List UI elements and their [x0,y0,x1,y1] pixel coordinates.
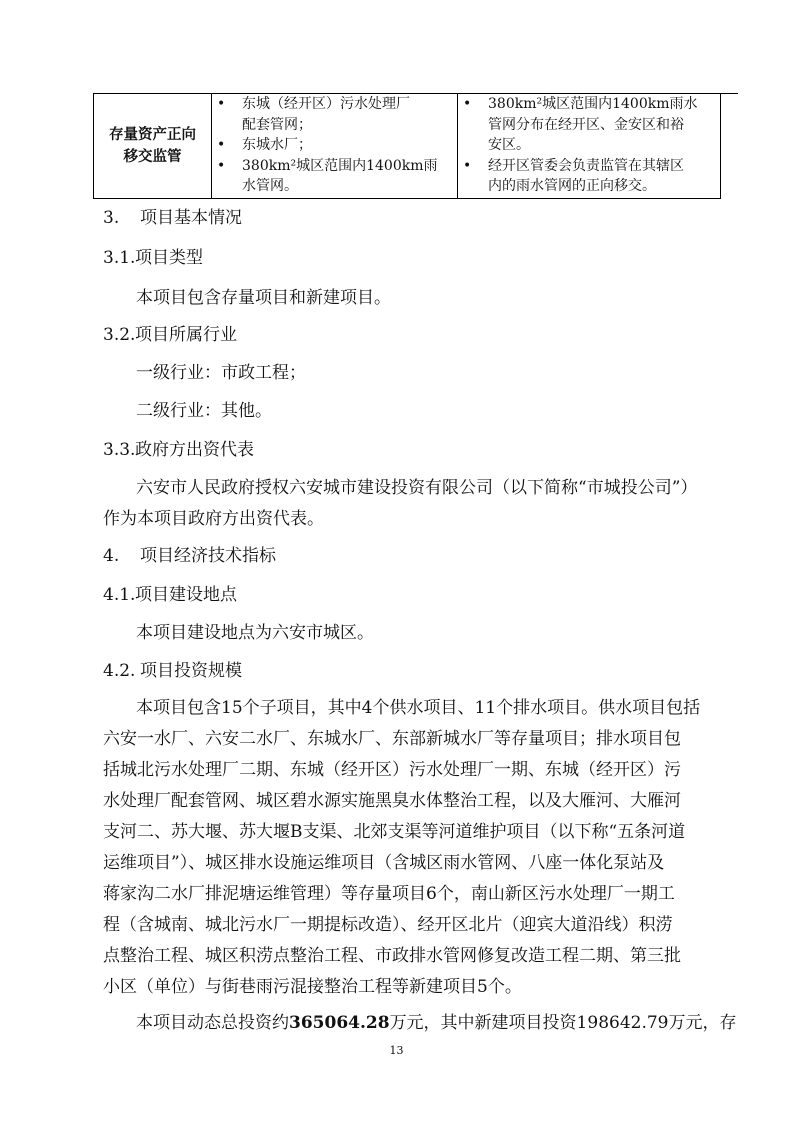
bullet-icon: • [217,157,226,174]
paragraph: 一级行业：市政工程； [136,363,306,383]
paragraph-line: 本项目包含15个子项目，其中4个供水项目、11个排水项目。供水项目包括 [136,698,701,718]
section-title: 项目经济技术指标 [140,546,276,566]
list-item [212,135,453,156]
total-investment-amount: 365064.28 [289,1013,390,1033]
supervision-cell [458,94,721,199]
list-item-line: 配套管网； [242,116,312,133]
paragraph-line: 支河二、苏大堰、苏大堰B支渠、北郊支渠等河道维护项目（以下称“五条河道 [103,822,686,842]
paragraph: 本项目包含存量项目和新建项目。 [136,288,391,308]
list-item [458,156,716,197]
list-item-line: 东城水厂； [242,137,312,153]
paragraph-line: 六安市人民政府授权六安城市建设投资有限公司（以下简称“市城投公司”） [136,478,698,498]
section-heading [103,545,276,567]
section-number: 3. [103,208,120,228]
section-number: 3.1. [103,248,136,268]
list-item-line: 安区。 [488,137,530,153]
section-title: 项目投资规模 [140,661,242,681]
bullet-icon: • [217,96,226,112]
section-number: 4. [103,546,120,566]
list-item-line: 380km²城区范围内1400km雨 [242,157,438,174]
paragraph-line: 水处理厂配套管网、城区碧水源实施黑臭水体整治工程，以及大雁河、大雁河 [103,791,681,811]
list-item [458,94,716,156]
paragraph-line: 蒋家沟二水厂排泥塘运维管理）等存量项目6个，南山新区污水处理厂一期工 [103,884,675,904]
list-item-line: 水管网。 [242,178,298,194]
list-item [212,156,453,197]
text-after-amount: 万元，其中新建项目投资198642.79万元，存 [389,1013,737,1033]
section-number: 3.2. [103,325,136,345]
section-heading [103,660,242,682]
section-heading [103,207,242,229]
bullet-list [458,94,720,197]
row-label-cell [94,94,212,199]
section-heading [103,584,237,606]
scope-cell [212,94,458,199]
paragraph-line: 程（含城南、城北污水厂一期提标改造）、经开区北片（迎宾大道沿线）积涝 [103,915,673,935]
paragraph-line: 括城北污水处理厂二期、东城（经开区）污水处理厂一期、东城（经开区）污 [103,760,681,780]
section-heading [103,439,254,461]
bullet-icon: • [463,96,472,112]
paragraph-line: 作为本项目政府方出资代表。 [103,509,324,529]
section-title: 项目类型 [135,248,203,268]
paragraph: 二级行业：其他。 [136,401,272,421]
investment-paragraph [136,1012,737,1034]
list-item [212,94,453,135]
section-title: 政府方出资代表 [135,440,254,460]
section-number: 4.2. [103,661,136,681]
bullet-icon: • [463,157,472,174]
section-heading [103,324,237,346]
paragraph-line: 六安一水厂、六安二水厂、东城水厂、东部新城水厂等存量项目；排水项目包 [103,729,681,749]
section-title: 项目所属行业 [135,325,237,345]
row-label-line: 移交监管 [123,149,182,165]
table-edge-cell [721,94,739,199]
section-heading [103,247,203,269]
asset-transfer-table [93,93,738,199]
text-before-amount: 本项目动态总投资约 [136,1013,289,1033]
paragraph: 本项目建设地点为六安市城区。 [136,623,374,643]
bullet-icon: • [217,137,226,153]
list-item-line: 管网分布在经开区、金安区和裕 [488,116,684,133]
section-number: 3.3. [103,440,136,460]
paragraph-line: 点整治工程、城区积涝点整治工程、市政排水管网修复改造工程二期、第三批 [103,946,681,966]
list-item-line: 380km²城区范围内1400km雨水 [488,96,698,112]
list-item-line: 东城（经开区）污水处理厂 [242,96,410,112]
section-title: 项目基本情况 [140,208,242,228]
list-item-line: 经开区管委会负责监管在其辖区 [488,157,684,174]
paragraph-line: 小区（单位）与街巷雨污混接整治工程等新建项目5个。 [103,977,522,997]
list-item-line: 内的雨水管网的正向移交。 [488,178,656,194]
paragraph-line: 运维项目”）、城区排水设施运维项目（含城区雨水管网、八座一体化泵站及 [103,853,665,873]
row-label-line: 存量资产正向 [109,127,196,143]
section-title: 项目建设地点 [135,585,237,605]
section-number: 4.1. [103,585,136,605]
table-row [94,94,739,199]
bullet-list [212,94,457,197]
page-number: 13 [389,1044,404,1057]
